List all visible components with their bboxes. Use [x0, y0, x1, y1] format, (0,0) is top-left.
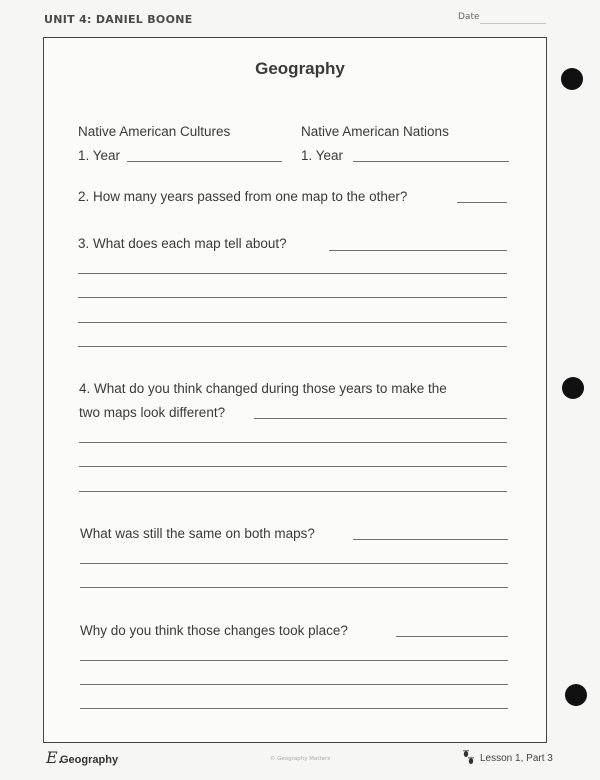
question-4-answer-line[interactable] — [79, 491, 507, 492]
question-6-answer-line[interactable] — [80, 708, 508, 709]
binder-hole — [562, 377, 584, 399]
question-4-line-2: two maps look different? — [79, 405, 226, 420]
publisher-logo-text: Geography — [60, 754, 119, 766]
question-6-answer-line[interactable] — [80, 684, 508, 685]
question-3-answer-line[interactable] — [78, 322, 507, 323]
question-5-answer-line[interactable] — [353, 539, 508, 540]
nations-year-answer-line[interactable] — [353, 161, 509, 162]
footprints-icon — [462, 750, 476, 770]
question-3-answer-line[interactable] — [78, 346, 507, 347]
worksheet-title: Geography — [255, 59, 345, 78]
question-3-answer-line[interactable] — [78, 297, 507, 298]
cultures-heading: Native American Cultures — [78, 124, 231, 139]
lesson-label: Lesson 1, Part 3 — [480, 753, 553, 764]
question-4-line-1: 4. What do you think changed during those years to make the — [79, 381, 447, 396]
unit-heading: UNIT 4: DANIEL BOONE — [44, 13, 193, 26]
question-3-answer-line[interactable] — [78, 273, 507, 274]
cultures-year-label: 1. Year — [78, 148, 121, 163]
question-4-answer-line[interactable] — [79, 442, 507, 443]
question-6: Why do you think those changes took place? — [80, 623, 348, 638]
copyright-notice: © Geography Matters — [269, 756, 331, 762]
question-5-answer-line[interactable] — [80, 563, 508, 564]
question-2-answer-line[interactable] — [457, 202, 507, 203]
question-6-answer-line[interactable] — [80, 660, 508, 661]
binder-hole — [565, 684, 587, 706]
cultures-year-answer-line[interactable] — [127, 161, 282, 162]
date-label: Date — [458, 12, 480, 22]
question-5: What was still the same on both maps? — [80, 526, 315, 541]
question-2: 2. How many years passed from one map to the other? — [78, 189, 408, 204]
nations-year-label: 1. Year — [301, 148, 344, 163]
question-6-answer-line[interactable] — [396, 636, 508, 637]
question-5-answer-line[interactable] — [80, 587, 508, 588]
question-3: 3. What does each map tell about? — [78, 236, 287, 251]
date-line[interactable] — [480, 23, 546, 24]
question-4-answer-line[interactable] — [254, 418, 507, 419]
publisher-logo-letter: E. — [46, 748, 63, 767]
nations-heading: Native American Nations — [301, 124, 449, 139]
question-3-answer-line[interactable] — [329, 250, 507, 251]
question-4-answer-line[interactable] — [79, 466, 507, 467]
